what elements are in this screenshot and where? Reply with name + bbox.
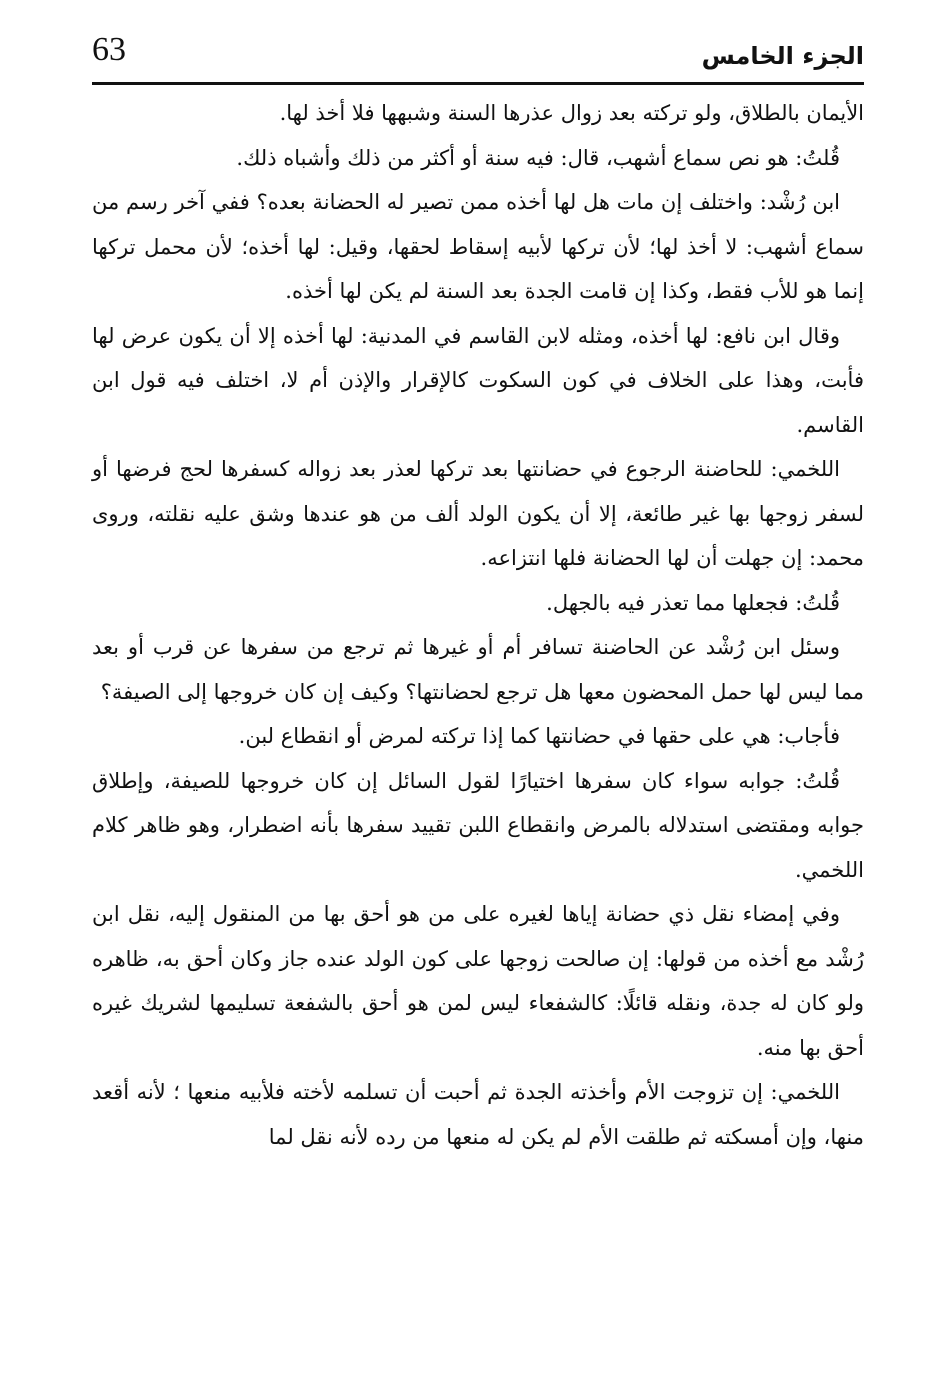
- paragraph: قُلتُ: جوابه سواء كان سفرها اختيارًا لقول السائل إن كان خروجها للصيفة، وإطلاق جوابه ومقتضى استدلاله بالمرض وانقطاع اللبن تقييد سفرها بأنه اضطرار، وهو ظاهر كلام اللخمي.: [92, 768, 864, 882]
- paragraph: الأيمان بالطلاق، ولو تركته بعد زوال عذرها السنة وشبهها فلا أخذ لها.: [279, 101, 864, 125]
- paragraph: وسئل ابن رُشْد عن الحاضنة تسافر أم أو غيرها ثم ترجع من سفرها عن قرب أو بعد مما ليس لها حمل المحضون معها هل ترجع لحضانتها؟ وكيف إن كان خروجها إلى الصيفة؟: [92, 635, 864, 704]
- paragraph: وقال ابن نافع: لها أخذه، ومثله لابن القاسم في المدنية: لها أخذه إلا أن يكون عرض لها فأبت، وهذا على الخلاف في كون السكوت كالإقرار والإذن أم لا، اختلف فيه قول ابن القاسم.: [92, 323, 864, 437]
- page-header: [92, 30, 864, 78]
- paragraph: فأجاب: هي على حقها في حضانتها كما إذا تركته لمرض أو انقطاع لبن.: [238, 724, 840, 748]
- paragraph: اللخمي: إن تزوجت الأم وأخذته الجدة ثم أحبت أن تسلمه لأخته فلأبيه منعها ؛ لأنه أقعد منها، وإن أمسكته ثم طلقت الأم لم يكن له منعها من رده لأنه نقل لما: [92, 1080, 864, 1149]
- page-number: 63: [92, 31, 126, 68]
- paragraph: قُلتُ: فجعلها مما تعذر فيه بالجهل.: [546, 590, 840, 615]
- header-rule: [92, 82, 864, 85]
- document-page: [92, 30, 864, 1159]
- paragraph: اللخمي: للحاضنة الرجوع في حضانتها بعد تركها لعذر بعد زواله كسفرها لحج فرضها أو لسفر زوجها بها غير طائعة، إلا أن يكون الولد ألف من هو عندها وشق عليه نقلته، وروى محمد: إن جهلت أن لها الحضانة فلها انتزاعه.: [92, 457, 864, 570]
- paragraph: قُلتُ: هو نص سماع أشهب، قال: فيه سنة أو أكثر من ذلك وأشباه ذلك.: [236, 145, 840, 170]
- paragraph: ابن رُشْد: واختلف إن مات هل لها أخذه ممن تصير له الحضانة بعده؟ ففي آخر رسم من سماع أشهب: لا أخذ لها؛ لأن تركها لأبيه إسقاط لحقها، وقيل: لها أخذه؛ لأن محمل تركها إنما هو للأب فقط، وكذا إن قامت الجدة بعد السنة لم يكن لها أخذه.: [92, 190, 864, 303]
- paragraph: وفي إمضاء نقل ذي حضانة إياها لغيره على من هو أحق بها من المنقول إليه، نقل ابن رُشْد مع أخذه من قولها: إن صالحت زوجها على كون الولد عنده جاز وكان أحق به، ظاهره ولو كان له جدة، ونقله قائلًا: كالشفعاء ليس لمن هو أحق بالشفعة تسليمها لشريك غيره أحق بها منه.: [92, 902, 864, 1060]
- running-head: الجزء الخامس: [701, 42, 864, 70]
- body-text: [92, 91, 864, 1159]
